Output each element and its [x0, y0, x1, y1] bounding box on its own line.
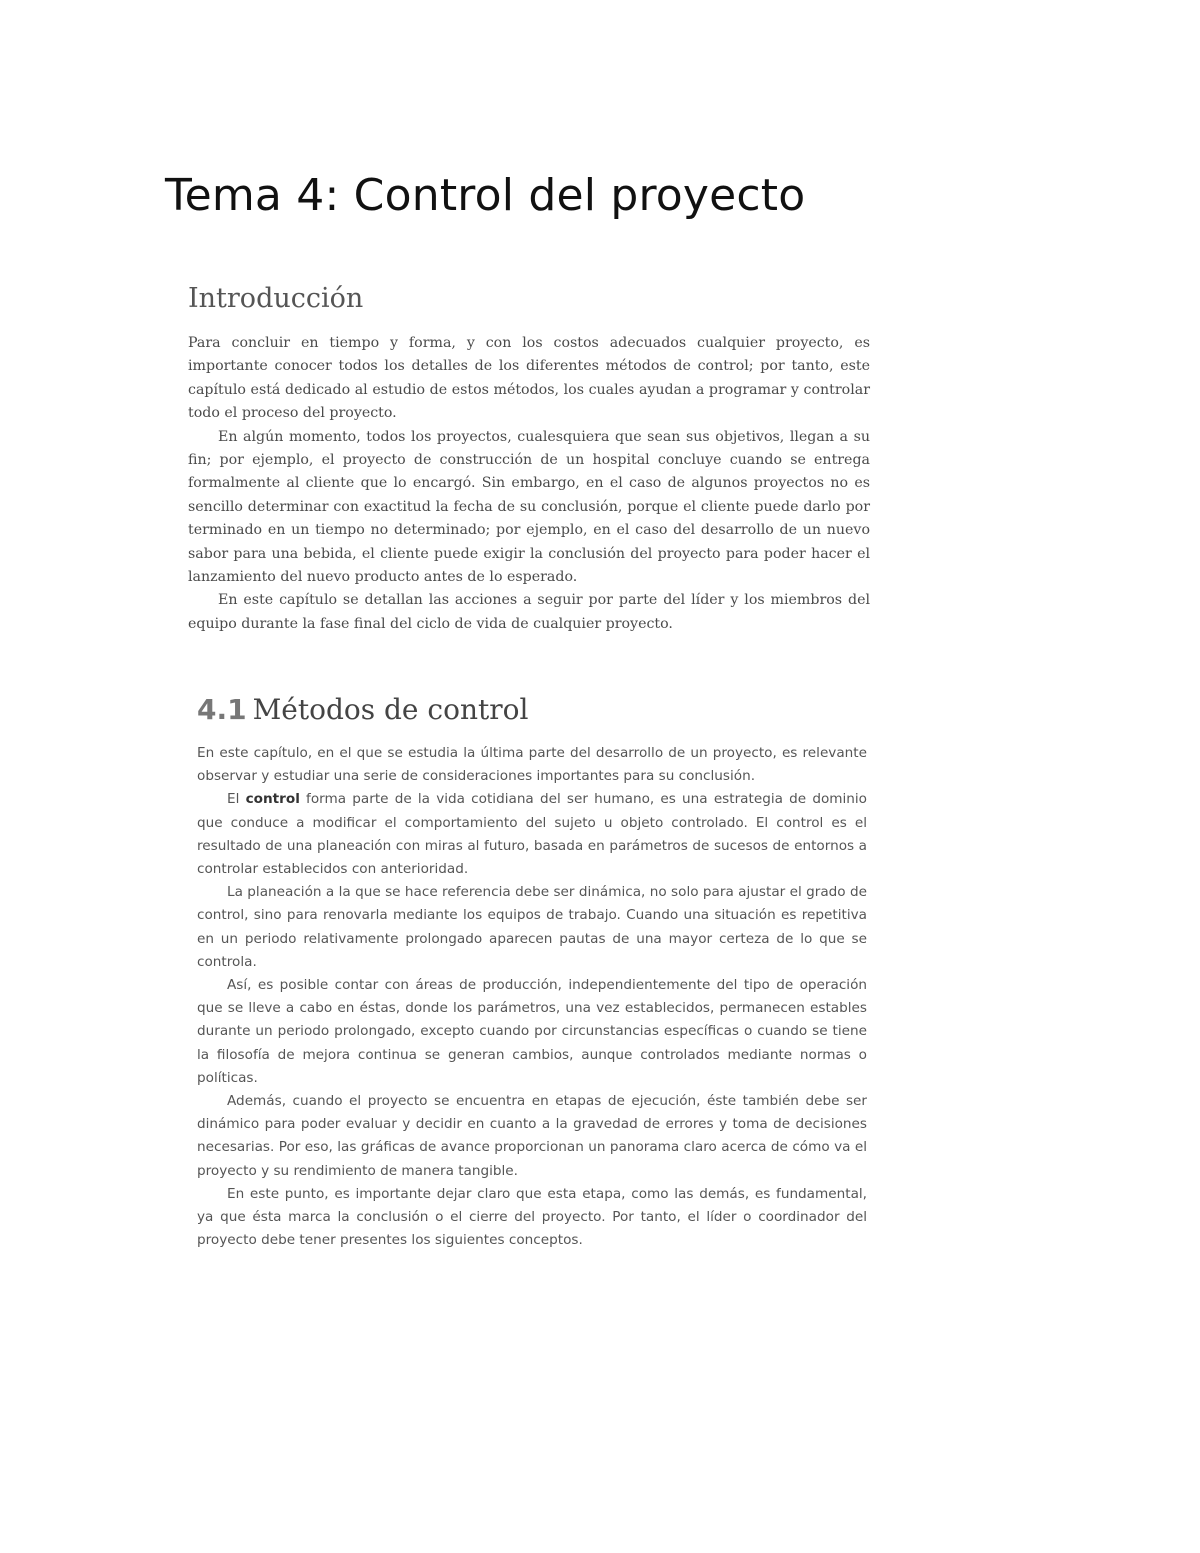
section-paragraph-4: Así, es posible contar con áreas de producción, independientemente del tipo de operación que se lleve a cabo en éstas, donde los parámetros, una vez establecidos, permanecen estables durante un periodo prolongado, excepto cuando por circunstancias específicas o cuando se tiene la filosofía de mejora continua se generan cambios, aunque controlados mediante normas o políticas.	[197, 977, 867, 1086]
section-number: 4.1	[197, 693, 247, 726]
p2-start: El	[227, 791, 246, 808]
intro-paragraph-2: En algún momento, todos los proyectos, cualesquiera que sean sus objetivos, llegan a su fin; por ejemplo, el proyecto de construcción de un hospital concluye cuando se entrega formalmente al cliente que lo encargó. Sin embargo, en el caso de algunos proyectos no es sencillo determinar con exactitud la fecha de su conclusión, porque el cliente puede darlo por terminado en un tiempo no determinado; por ejemplo, en el caso del desarrollo de un nuevo sabor para una bebida, el cliente puede exigir la conclusión del proyecto para poder hacer el lanzamiento del nuevo producto antes de lo esperado.	[188, 428, 870, 586]
section-4-1	[197, 693, 867, 1252]
control-term: control	[245, 791, 300, 808]
introduction-heading: Introducción	[188, 283, 364, 314]
section-paragraph-1: En este capítulo, en el que se estudia la última parte del desarrollo de un proyecto, es relevante observar y estudiar una serie de consideraciones importantes para su conclusión.	[197, 745, 867, 785]
introduction-section	[188, 283, 870, 636]
p2-rest: forma parte de la vida cotidiana del ser humano, es una estrategia de dominio que conduce a modificar el comportamiento del sujeto u objeto controlado. El control es el resultado de una planeación con miras al futuro, basada en parámetros de sucesos de entornos a controlar establecidos con anterioridad.	[197, 791, 867, 878]
section-paragraph-6: En este punto, es importante dejar claro que esta etapa, como las demás, es fundamental, ya que ésta marca la conclusión o el cierre del proyecto. Por tanto, el líder o coordinador del proyecto debe tener presentes los siguientes conceptos.	[197, 1185, 867, 1249]
section-paragraph-5: Además, cuando el proyecto se encuentra en etapas de ejecución, éste también debe ser dinámico para poder evaluar y decidir en cuanto a la gravedad de errores y toma de decisiones necesarias. Por eso, las gráficas de avance proporcionan un panorama claro acerca de cómo va el proyecto y su rendimiento de manera tangible.	[197, 1093, 867, 1179]
section-paragraph-2	[197, 788, 867, 881]
section-4-1-heading	[197, 693, 867, 726]
section-title: Métodos de control	[252, 693, 529, 726]
section-paragraph-3: La planeación a la que se hace referencia debe ser dinámica, no solo para ajustar el grado de control, sino para renovarla mediante los equipos de trabajo. Cuando una situación es repetitiva en un periodo relativamente prolongado aparecen pautas de una mayor certeza de lo que se controla.	[197, 884, 867, 970]
intro-paragraph-1: Para concluir en tiempo y forma, y con los costos adecuados cualquier proyecto, es importante conocer todos los detalles de los diferentes métodos de control; por tanto, este capítulo está dedicado al estudio de estos métodos, los cuales ayudan a programar y controlar todo el proceso del proyecto.	[188, 335, 870, 422]
intro-paragraph-3: En este capítulo se detallan las acciones a seguir por parte del líder y los miembros del equipo durante la fase final del ciclo de vida de cualquier proyecto.	[188, 592, 870, 632]
page-title: Tema 4: Control del proyecto	[165, 170, 806, 221]
